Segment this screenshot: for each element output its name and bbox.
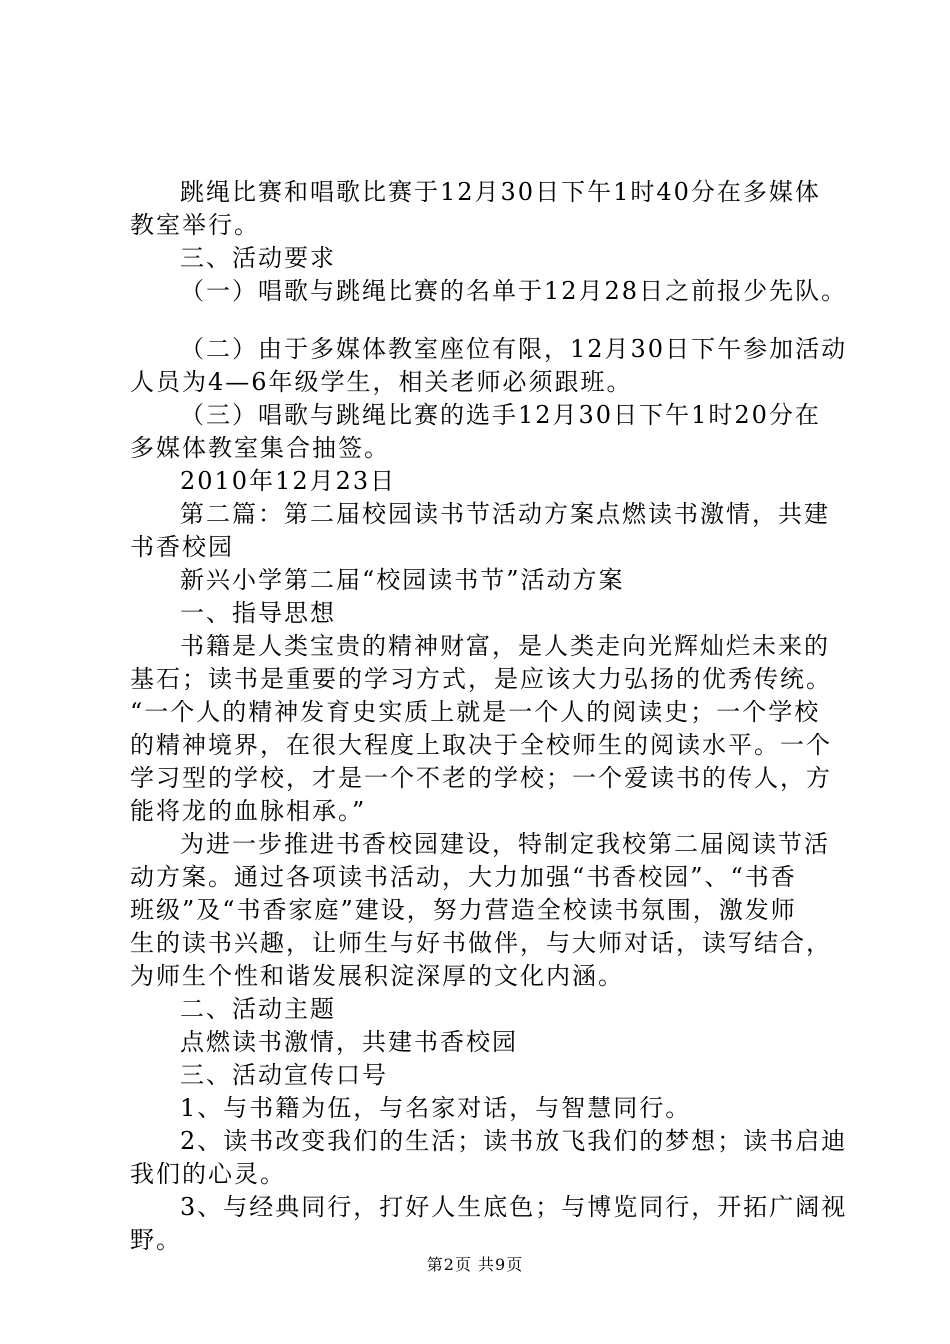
- text-line: 学习型的学校，才是一个不老的学校；一个爱读书的传人，方: [130, 764, 832, 792]
- text-line: 为进一步推进书香校园建设，特制定我校第二届阅读节活: [180, 830, 830, 858]
- text-line: 班级”及“书香家庭”建设，努力营造全校读书氛围，激发师: [130, 896, 797, 924]
- text-line: 为师生个性和谐发展积淀深厚的文化内涵。: [130, 962, 624, 990]
- text-line: 的精神境界，在很大程度上取决于全校师生的阅读水平。一个: [130, 731, 832, 759]
- text-line: 多媒体教室集合抽签。: [130, 434, 390, 462]
- text-line: 书籍是人类宝贵的精神财富，是人类走向光辉灿烂未来的: [180, 632, 830, 660]
- text-line: 点燃读书激情，共建书香校园: [180, 1028, 518, 1056]
- text-line: （三）唱歌与跳绳比赛的选手12月30日下午1时20分在: [180, 401, 821, 429]
- list-item: 3、与经典同行，打好人生底色；与博览同行，开拓广阔视: [180, 1193, 848, 1221]
- chapter-title: 第二篇：第二届校园读书节活动方案点燃读书激情，共建: [180, 500, 830, 528]
- text-line: （一）唱歌与跳绳比赛的名单于12月28日之前报少先队。: [180, 277, 848, 305]
- page-footer: 第2页 共9页: [426, 1255, 524, 1274]
- text-line: 动方案。通过各项读书活动，大力加强“书香校园”、“书香: [130, 863, 797, 891]
- section-heading: 一、指导思想: [180, 599, 336, 627]
- text-line: 能将龙的血脉相承。”: [130, 797, 367, 825]
- text-line: 基石；读书是重要的学习方式，是应该大力弘扬的优秀传统。: [130, 665, 832, 693]
- text-line: 跳绳比赛和唱歌比赛于12月30日下午1时40分在多媒体: [180, 178, 821, 206]
- list-item: 1、与书籍为伍，与名家对话，与智慧同行。: [180, 1094, 692, 1122]
- date-line: 2010年12月23日: [180, 467, 397, 495]
- list-item: 2、读书改变我们的生活；读书放飞我们的梦想；读书启迪: [180, 1127, 848, 1155]
- text-line: （二）由于多媒体教室座位有限，12月30日下午参加活动: [180, 335, 848, 363]
- text-line: 生的读书兴趣，让师生与好书做伴，与大师对话，读写结合，: [130, 929, 832, 957]
- chapter-title: 书香校园: [130, 533, 234, 561]
- text-line: 野。: [130, 1226, 182, 1254]
- section-heading: 三、活动要求: [180, 244, 336, 272]
- plan-title: 新兴小学第二届“校园读书节”活动方案: [180, 566, 625, 594]
- text-line: 教室举行。: [130, 211, 260, 239]
- text-line: 我们的心灵。: [130, 1160, 286, 1188]
- text-line: 人员为4—6年级学生，相关老师必须跟班。: [130, 368, 633, 396]
- section-heading: 二、活动主题: [180, 995, 336, 1023]
- section-heading: 三、活动宣传口号: [180, 1061, 388, 1089]
- text-line: “一个人的精神发育史实质上就是一个人的阅读史；一个学校: [130, 698, 821, 726]
